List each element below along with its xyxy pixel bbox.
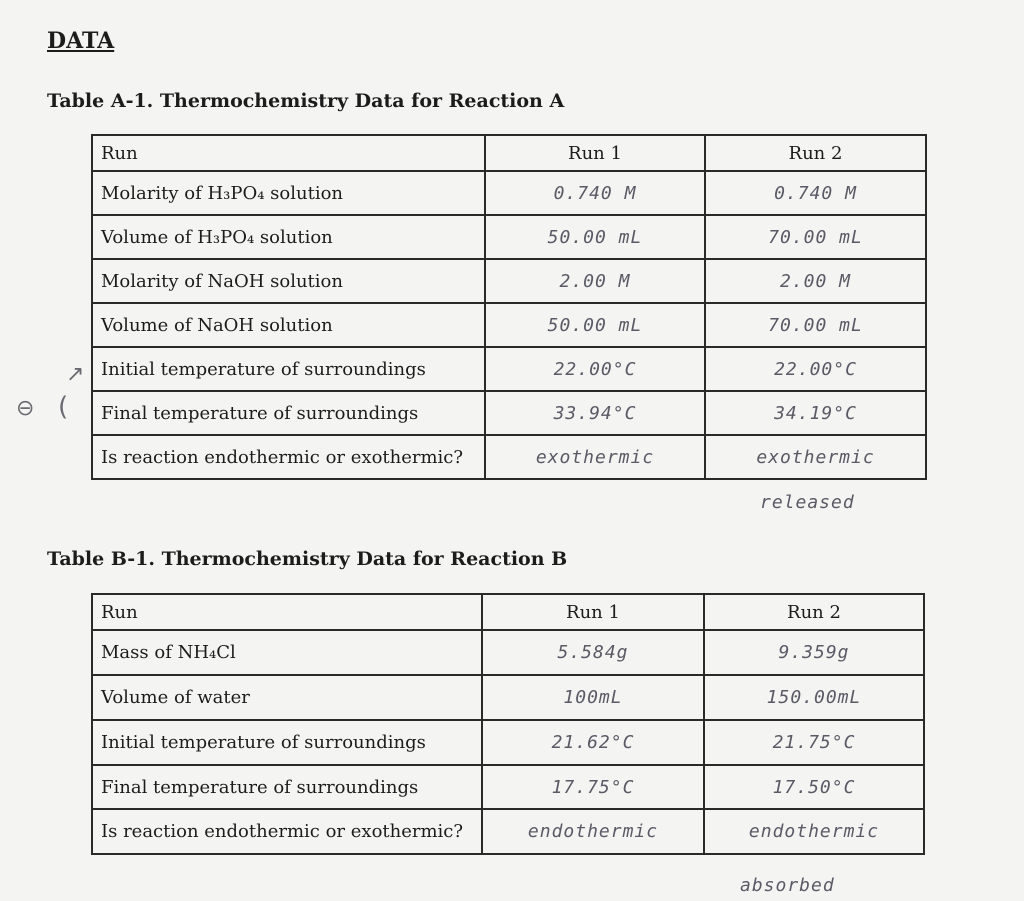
row-label: Volume of water	[92, 675, 482, 720]
run2-value: 22.00°C	[705, 347, 926, 391]
run2-value: 21.75°C	[704, 720, 924, 765]
header-run1-cell: Run 1	[485, 135, 705, 171]
table-row	[92, 303, 926, 347]
run1-value: 17.75°C	[482, 765, 704, 809]
row-label: Initial temperature of surroundings	[92, 347, 485, 391]
table-row	[92, 347, 926, 391]
table-row	[92, 765, 924, 809]
run2-value: 70.00 mL	[705, 303, 926, 347]
paren-mark-icon: (	[58, 392, 69, 422]
header-run1-cell: Run 1	[482, 594, 704, 630]
row-label: Final temperature of surroundings	[92, 391, 485, 435]
minus-circle-mark-icon: ⊖	[16, 396, 35, 421]
run2-value: 17.50°C	[704, 765, 924, 809]
page-heading: DATA	[47, 28, 115, 54]
row-label: Volume of NaOH solution	[92, 303, 485, 347]
table-a-header-row	[92, 135, 926, 171]
run1-value: 5.584g	[482, 630, 704, 675]
table-b-header-row	[92, 594, 924, 630]
header-run2-cell: Run 2	[705, 135, 926, 171]
run2-value: 0.740 M	[705, 171, 926, 215]
run1-value: endothermic	[482, 809, 704, 854]
table-b-title: Table B-1. Thermochemistry Data for Reaction B	[47, 548, 568, 570]
table-row	[92, 630, 924, 675]
run2-value: 2.00 M	[705, 259, 926, 303]
table-row	[92, 215, 926, 259]
table-row	[92, 809, 924, 854]
table-row	[92, 720, 924, 765]
run2-value: exothermic	[705, 435, 926, 479]
table-row	[92, 259, 926, 303]
run1-value: 50.00 mL	[485, 303, 705, 347]
table-row	[92, 391, 926, 435]
run1-value: 100mL	[482, 675, 704, 720]
row-label: Molarity of H₃PO₄ solution	[92, 171, 485, 215]
table-row	[92, 435, 926, 479]
row-label: Initial temperature of surroundings	[92, 720, 482, 765]
row-label: Mass of NH₄Cl	[92, 630, 482, 675]
handwritten-note-released: released	[760, 492, 855, 513]
run2-value: 70.00 mL	[705, 215, 926, 259]
run2-value: endothermic	[704, 809, 924, 854]
row-label: Is reaction endothermic or exothermic?	[92, 435, 485, 479]
row-label: Volume of H₃PO₄ solution	[92, 215, 485, 259]
header-run2-cell: Run 2	[704, 594, 924, 630]
run2-value: 150.00mL	[704, 675, 924, 720]
table-row	[92, 171, 926, 215]
row-label: Is reaction endothermic or exothermic?	[92, 809, 482, 854]
run1-value: exothermic	[485, 435, 705, 479]
table-row	[92, 675, 924, 720]
header-label-cell: Run	[92, 594, 482, 630]
row-label: Final temperature of surroundings	[92, 765, 482, 809]
run2-value: 34.19°C	[705, 391, 926, 435]
run1-value: 2.00 M	[485, 259, 705, 303]
run1-value: 33.94°C	[485, 391, 705, 435]
run1-value: 21.62°C	[482, 720, 704, 765]
arrow-mark-icon: ↗	[66, 362, 85, 387]
table-b	[91, 593, 925, 855]
header-label-cell: Run	[92, 135, 485, 171]
handwritten-note-absorbed: absorbed	[740, 875, 835, 896]
run1-value: 22.00°C	[485, 347, 705, 391]
run1-value: 0.740 M	[485, 171, 705, 215]
table-a-title: Table A-1. Thermochemistry Data for Reaction A	[47, 90, 565, 112]
row-label: Molarity of NaOH solution	[92, 259, 485, 303]
run2-value: 9.359g	[704, 630, 924, 675]
table-a	[91, 134, 927, 480]
run1-value: 50.00 mL	[485, 215, 705, 259]
